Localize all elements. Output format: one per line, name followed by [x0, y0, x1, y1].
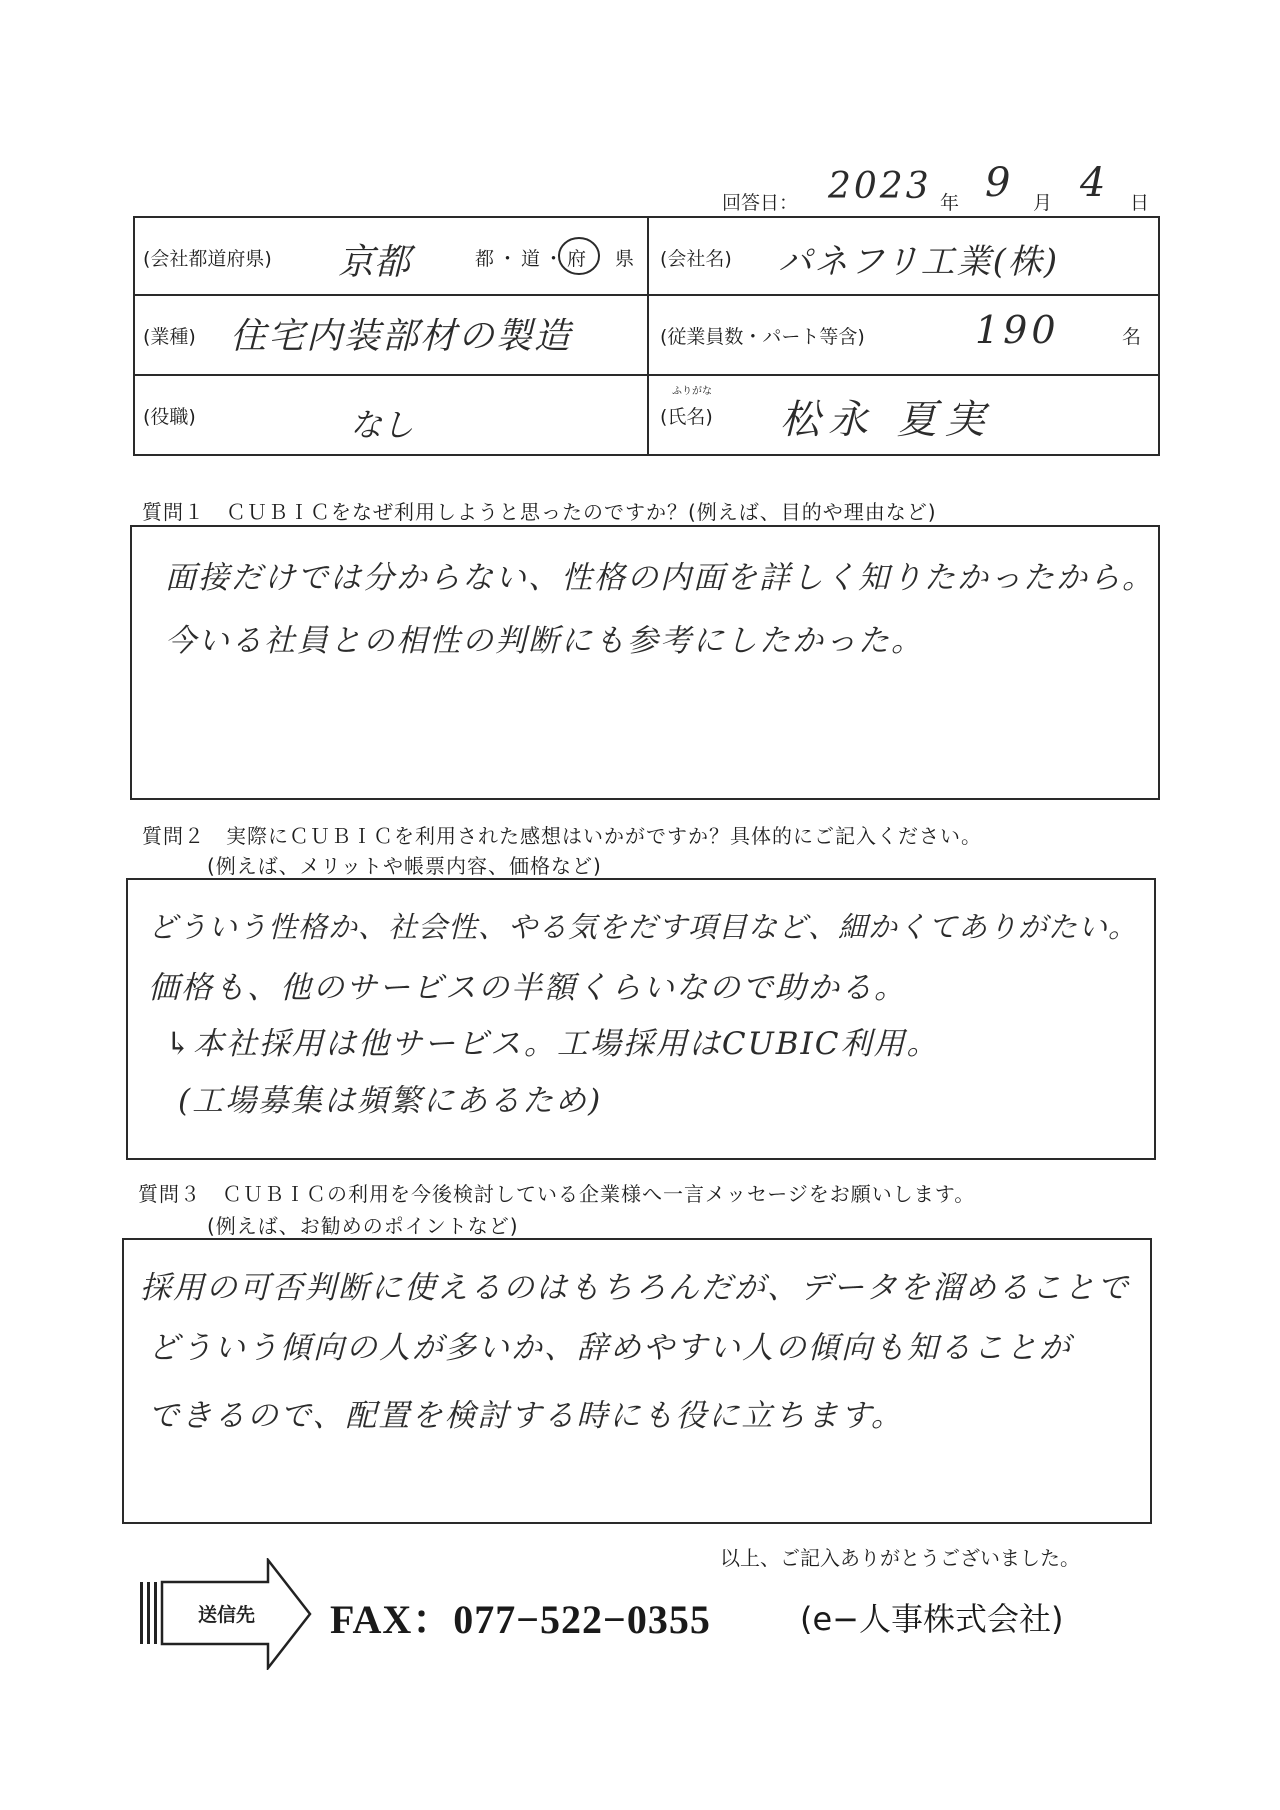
company-label: (会社名)	[660, 248, 732, 270]
month-unit: 月	[1033, 192, 1053, 214]
position-label: (役職)	[143, 406, 196, 428]
q2-sublabel: (例えば、メリットや帳票内容、価格など)	[207, 854, 602, 878]
prefecture-label: (会社都道府県)	[143, 248, 272, 270]
q2-label: 質問２ 実際にＣＵＢＩＣを利用された感想はいかがですか？具体的にご記入ください。	[142, 824, 982, 848]
q2-answer-line: (工場募集は頻繁にあるため)	[178, 1083, 603, 1119]
prefecture-suffix-ken: 県	[615, 248, 635, 270]
day-unit: 日	[1130, 192, 1150, 214]
fax-number: FAX：077−522−0355	[330, 1597, 711, 1642]
name-value: 松永 夏実	[780, 397, 993, 443]
prefecture-suffix-do: 道	[521, 248, 541, 270]
answer-year: 2023	[828, 166, 932, 207]
q1-answer-line: 面接だけでは分からない、性格の内面を詳しく知りたかったから。	[165, 560, 1155, 596]
company-value: パネフリ工業(株)	[778, 242, 1060, 282]
name-furigana: ふりがな	[672, 386, 712, 397]
employees-label: (従業員数・パート等含)	[660, 326, 865, 348]
employees-value: 190	[975, 308, 1060, 352]
q3-answer-line: できるので、配置を検討する時にも役に立ちます。	[148, 1398, 904, 1434]
q2-answer-line: 価格も、他のサービスの半額くらいなので助かる。	[148, 970, 907, 1006]
answer-day: 4	[1080, 160, 1106, 206]
prefecture-value: 京都	[338, 242, 411, 283]
answer-month: 9	[985, 160, 1011, 206]
industry-label: (業種)	[143, 326, 196, 348]
send-to-label: 送信先	[198, 1604, 256, 1626]
q1-label: 質問１ ＣＵＢＩＣをなぜ利用しようと思ったのですか？(例えば、目的や理由など)	[142, 500, 937, 524]
name-label: (氏名)	[660, 406, 713, 428]
year-unit: 年	[940, 192, 960, 214]
thanks-message: 以上、ご記入ありがとうございました。	[720, 1546, 1080, 1570]
selected-circle-mark	[556, 234, 602, 278]
q2-answer-line: どういう性格か、社会性、やる気をだす項目など、細かくてありがたい。	[148, 910, 1139, 944]
q3-answer-line: 採用の可否判断に使えるのはもちろんだが、データを溜めることで	[140, 1270, 1130, 1306]
q1-answer-line: 今いる社員との相性の判断にも参考にしたかった。	[165, 623, 924, 659]
prefecture-suffix-fu: 府	[567, 248, 587, 270]
recipient-company: (e−人事株式会社)	[800, 1600, 1064, 1638]
answer-date-label: 回答日：	[722, 192, 799, 214]
q3-answer-line: どういう傾向の人が多いか、辞めやすい人の傾向も知ることが	[148, 1330, 1072, 1366]
info-col-divider	[647, 216, 649, 456]
industry-value: 住宅内装部材の製造	[230, 316, 573, 357]
q3-label: 質問３ ＣＵＢＩＣの利用を今後検討している企業様へ一言メッセージをお願いします。	[138, 1182, 976, 1206]
q2-answer-line: ↳本社採用は他サービス。工場採用はCUBIC利用。	[165, 1026, 940, 1062]
position-value: なし	[350, 406, 415, 444]
q3-sublabel: (例えば、お勧めのポイントなど)	[207, 1214, 519, 1238]
prefecture-suffix-to: 都	[475, 248, 495, 270]
employees-unit: 名	[1122, 326, 1142, 348]
